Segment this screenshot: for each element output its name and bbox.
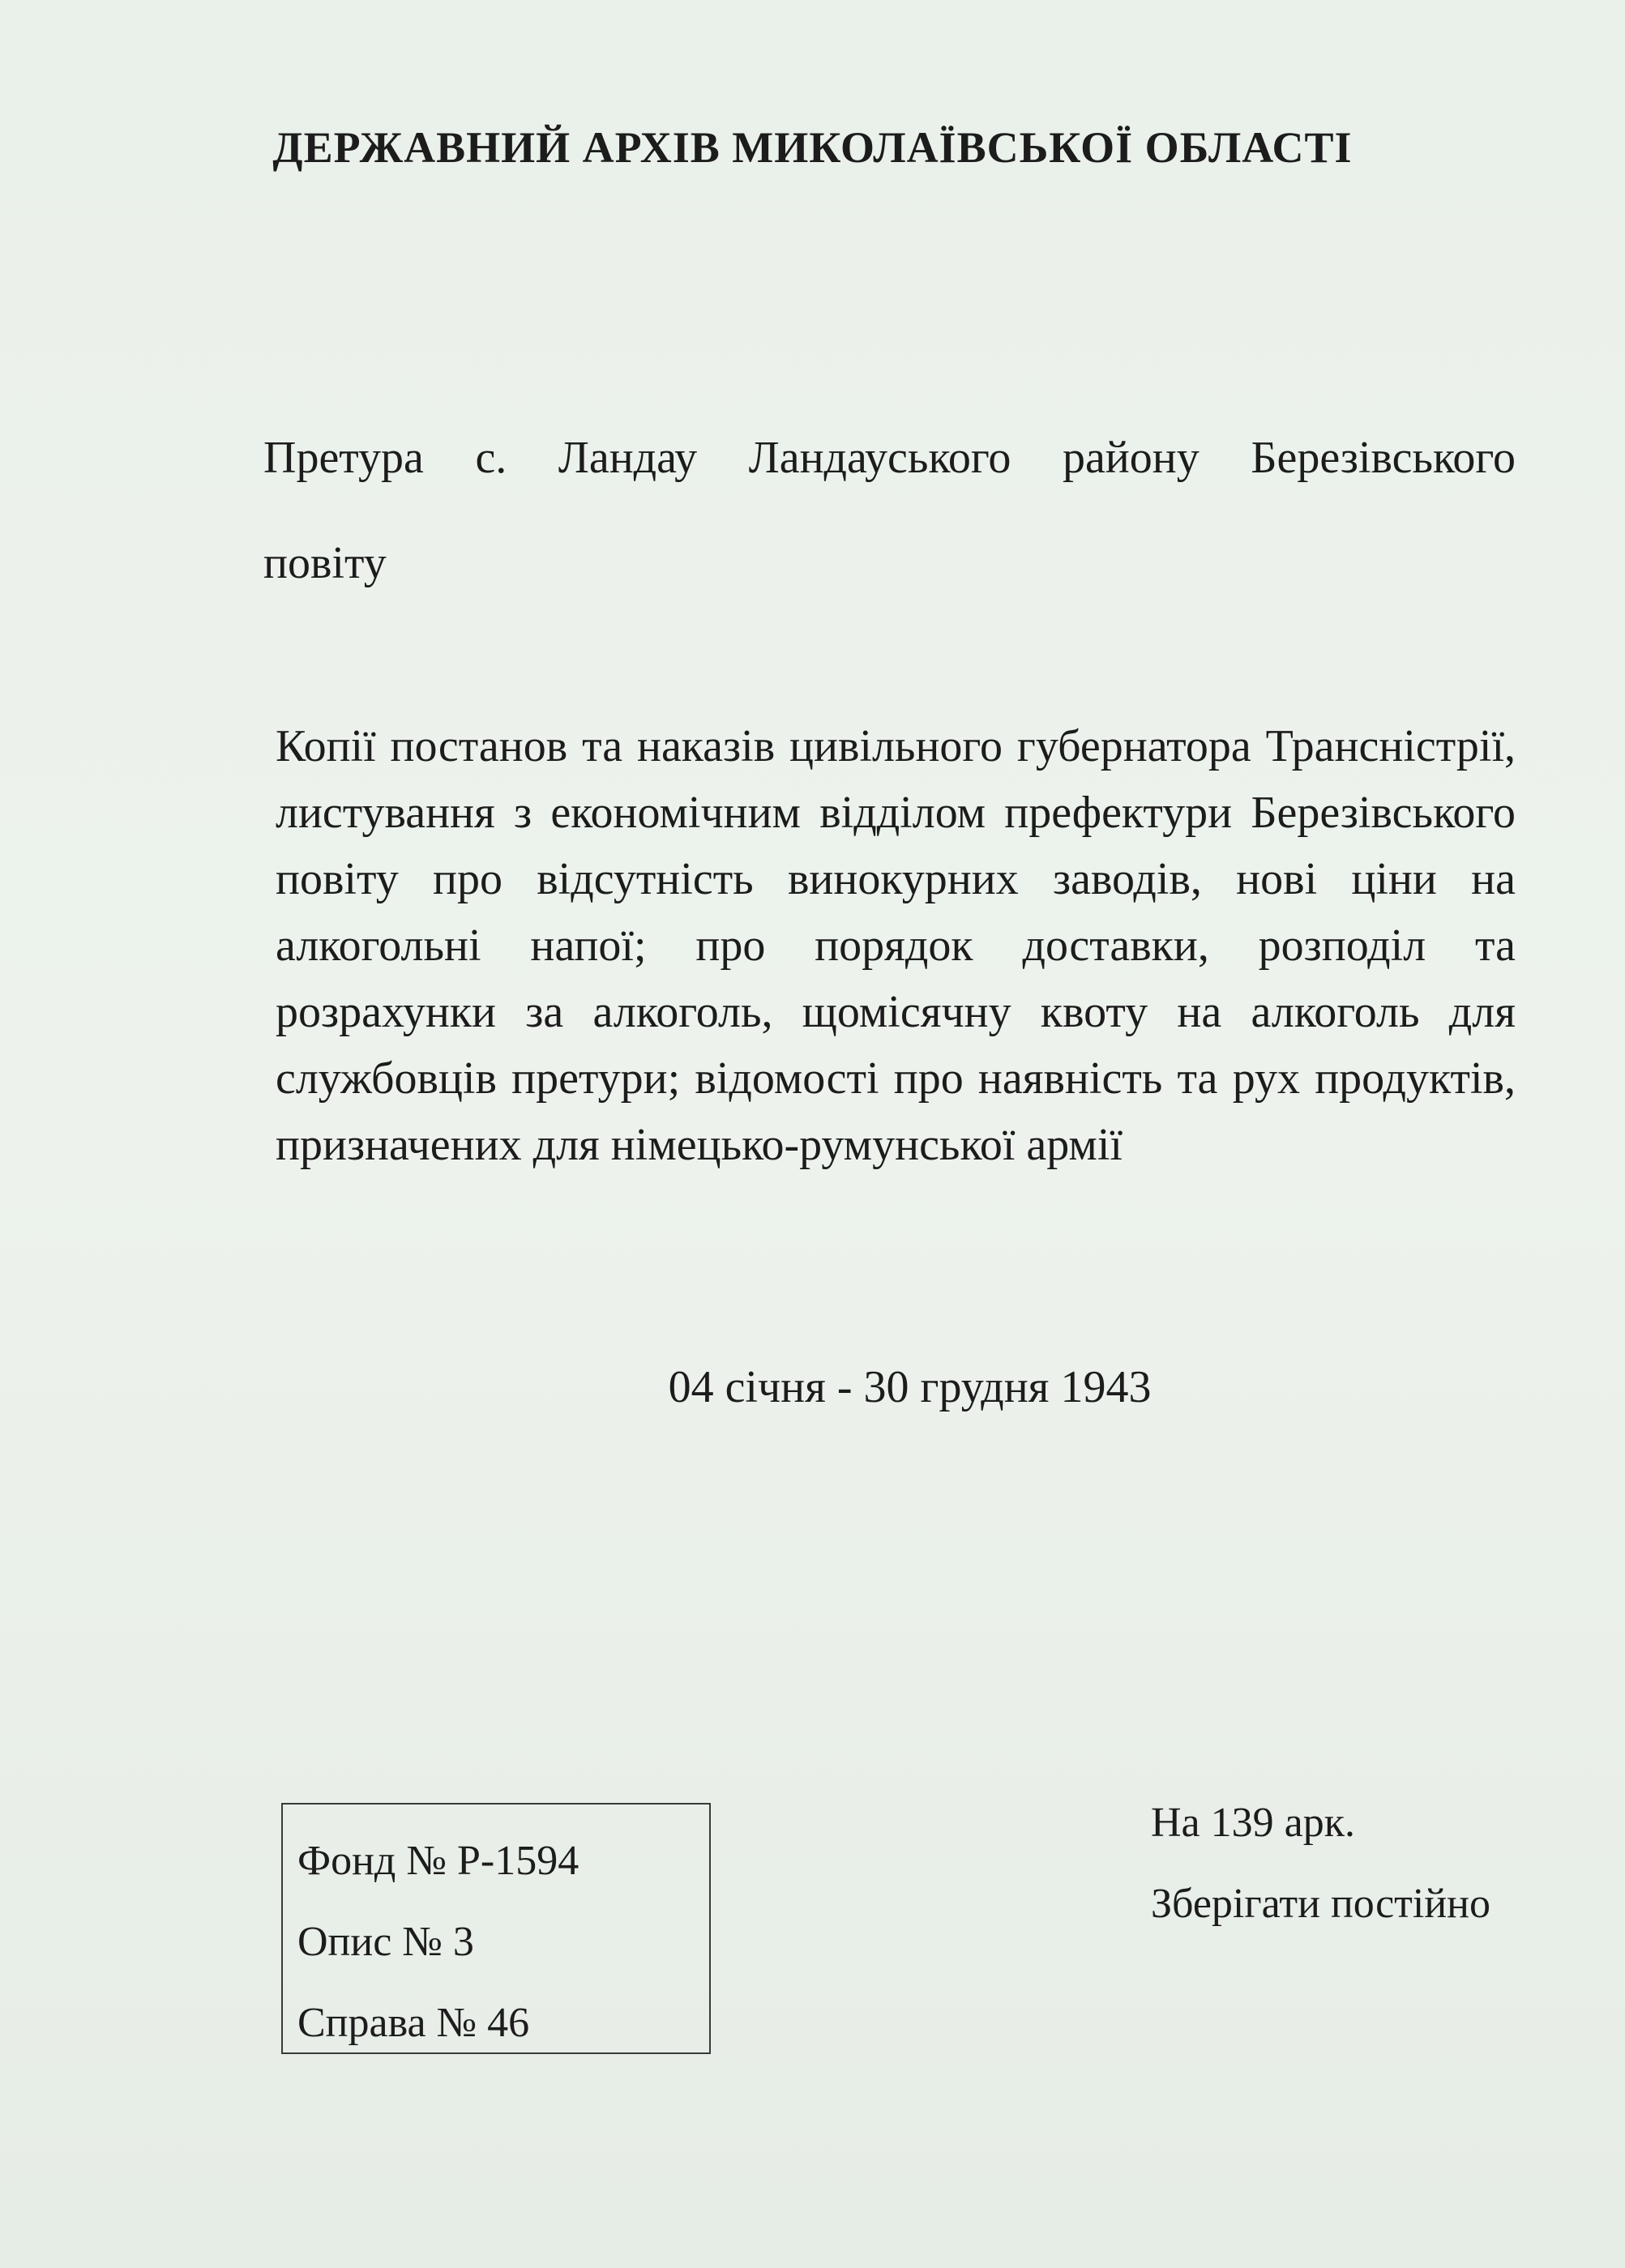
sprava-number: Справа № 46 [297,2000,530,2046]
file-meta [1151,1783,1490,1945]
fond-number: Фонд № Р-1594 [297,1838,579,1884]
institution-line-2: повіту [263,538,387,588]
file-description: Копії постанов та наказів цивільного губернатора Трансністрії, листування з економічним відділом префектури Березівського повіту про відсутність винокурних заводів, нові ціни на алкогольні напої; про порядок доставки, розподіл та розрахунки за алкоголь, щомісячну квоту на алкоголь для службовців претури; відомості про наявність та рух продуктів, призначених для німецько-румунської армії [276,721,1516,1170]
opys-number: Опис № 3 [297,1919,474,1965]
archive-codes-box [281,1803,711,2054]
storage-term: Зберігати постійно [1151,1881,1490,1927]
institution-name [263,405,1516,616]
archive-title: ДЕРЖАВНИЙ АРХІВ МИКОЛАЇВСЬКОЇ ОБЛАСТІ [272,123,1353,172]
sheet-count: На 139 арк. [1151,1800,1355,1846]
institution-line-1: Претура с. Ландау Ландауського району Березівського [263,433,1516,483]
date-range: 04 січня - 30 грудня 1943 [668,1362,1152,1412]
